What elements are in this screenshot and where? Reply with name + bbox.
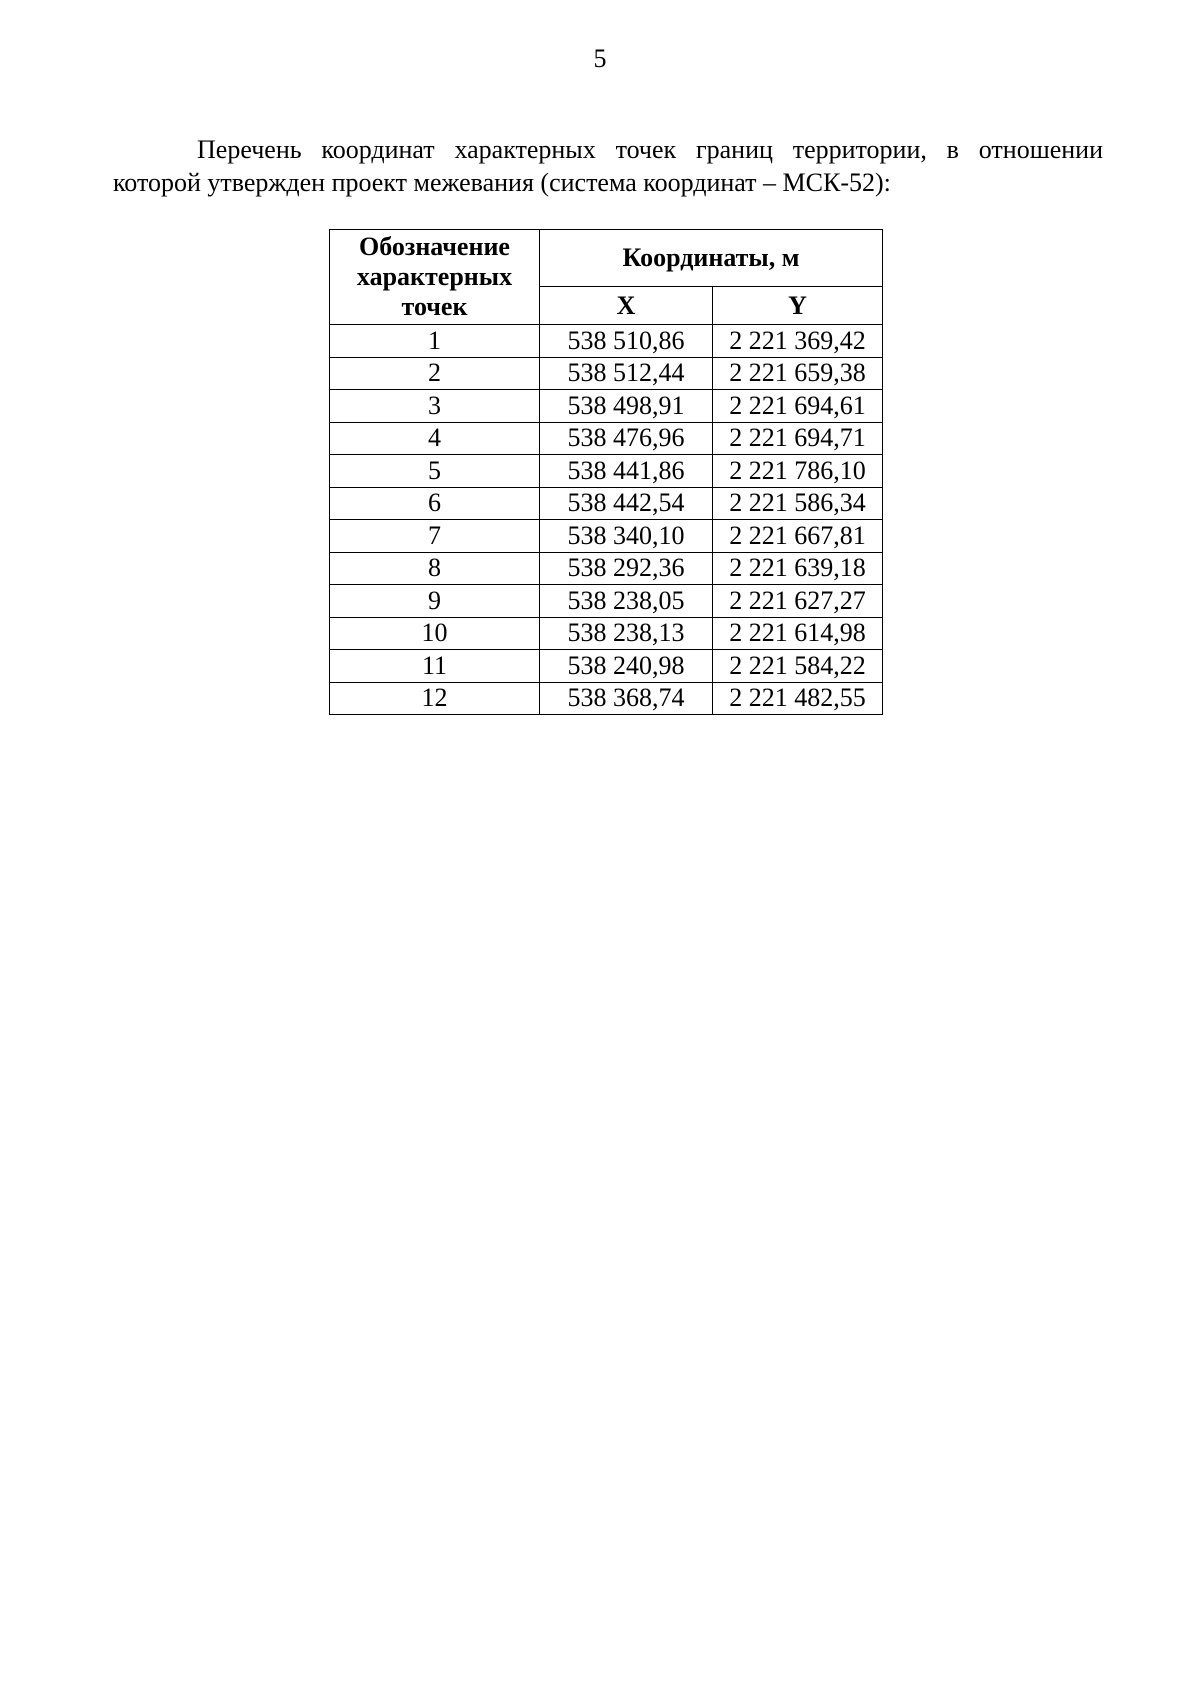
cell-x: 538 441,86 bbox=[540, 455, 713, 488]
page-number: 5 bbox=[593, 44, 607, 73]
cell-point: 12 bbox=[330, 682, 540, 715]
cell-x: 538 238,13 bbox=[540, 617, 713, 650]
cell-y: 2 221 584,22 bbox=[713, 650, 883, 683]
cell-point: 9 bbox=[330, 585, 540, 618]
table-row bbox=[330, 325, 883, 358]
cell-x: 538 512,44 bbox=[540, 357, 713, 390]
cell-x: 538 368,74 bbox=[540, 682, 713, 715]
header-point-designation: Обозначение характерных точек bbox=[330, 230, 540, 325]
cell-y: 2 221 786,10 bbox=[713, 455, 883, 488]
header-coordinates: Координаты, м bbox=[540, 230, 883, 287]
cell-x: 538 340,10 bbox=[540, 520, 713, 553]
table-row bbox=[330, 390, 883, 423]
table-row bbox=[330, 650, 883, 683]
table-row bbox=[330, 487, 883, 520]
cell-x: 538 240,98 bbox=[540, 650, 713, 683]
cell-y: 2 221 694,61 bbox=[713, 390, 883, 423]
cell-point: 4 bbox=[330, 422, 540, 455]
cell-point: 1 bbox=[330, 325, 540, 358]
cell-point: 10 bbox=[330, 617, 540, 650]
coordinates-table-body bbox=[330, 325, 883, 715]
table-row bbox=[330, 455, 883, 488]
cell-x: 538 498,91 bbox=[540, 390, 713, 423]
table-row bbox=[330, 617, 883, 650]
cell-point: 2 bbox=[330, 357, 540, 390]
coordinates-table-header bbox=[330, 230, 883, 325]
cell-y: 2 221 659,38 bbox=[713, 357, 883, 390]
cell-y: 2 221 586,34 bbox=[713, 487, 883, 520]
cell-point: 7 bbox=[330, 520, 540, 553]
cell-x: 538 238,05 bbox=[540, 585, 713, 618]
cell-point: 5 bbox=[330, 455, 540, 488]
cell-point: 11 bbox=[330, 650, 540, 683]
cell-y: 2 221 667,81 bbox=[713, 520, 883, 553]
table-row bbox=[330, 682, 883, 715]
coordinates-table bbox=[329, 229, 883, 715]
table-row bbox=[330, 520, 883, 553]
cell-y: 2 221 627,27 bbox=[713, 585, 883, 618]
cell-y: 2 221 614,98 bbox=[713, 617, 883, 650]
cell-y: 2 221 482,55 bbox=[713, 682, 883, 715]
table-row bbox=[330, 357, 883, 390]
table-row bbox=[330, 585, 883, 618]
header-x: X bbox=[540, 287, 713, 325]
cell-x: 538 442,54 bbox=[540, 487, 713, 520]
cell-y: 2 221 369,42 bbox=[713, 325, 883, 358]
intro-paragraph: Перечень координат характерных точек границ территории, в отношении которой утвержден проект межевания (система координат – МСК-52): bbox=[113, 135, 1103, 197]
cell-y: 2 221 694,71 bbox=[713, 422, 883, 455]
table-row bbox=[330, 552, 883, 585]
cell-point: 6 bbox=[330, 487, 540, 520]
cell-x: 538 476,96 bbox=[540, 422, 713, 455]
header-y: Y bbox=[713, 287, 883, 325]
cell-x: 538 510,86 bbox=[540, 325, 713, 358]
cell-point: 8 bbox=[330, 552, 540, 585]
cell-point: 3 bbox=[330, 390, 540, 423]
cell-x: 538 292,36 bbox=[540, 552, 713, 585]
cell-y: 2 221 639,18 bbox=[713, 552, 883, 585]
table-row bbox=[330, 422, 883, 455]
